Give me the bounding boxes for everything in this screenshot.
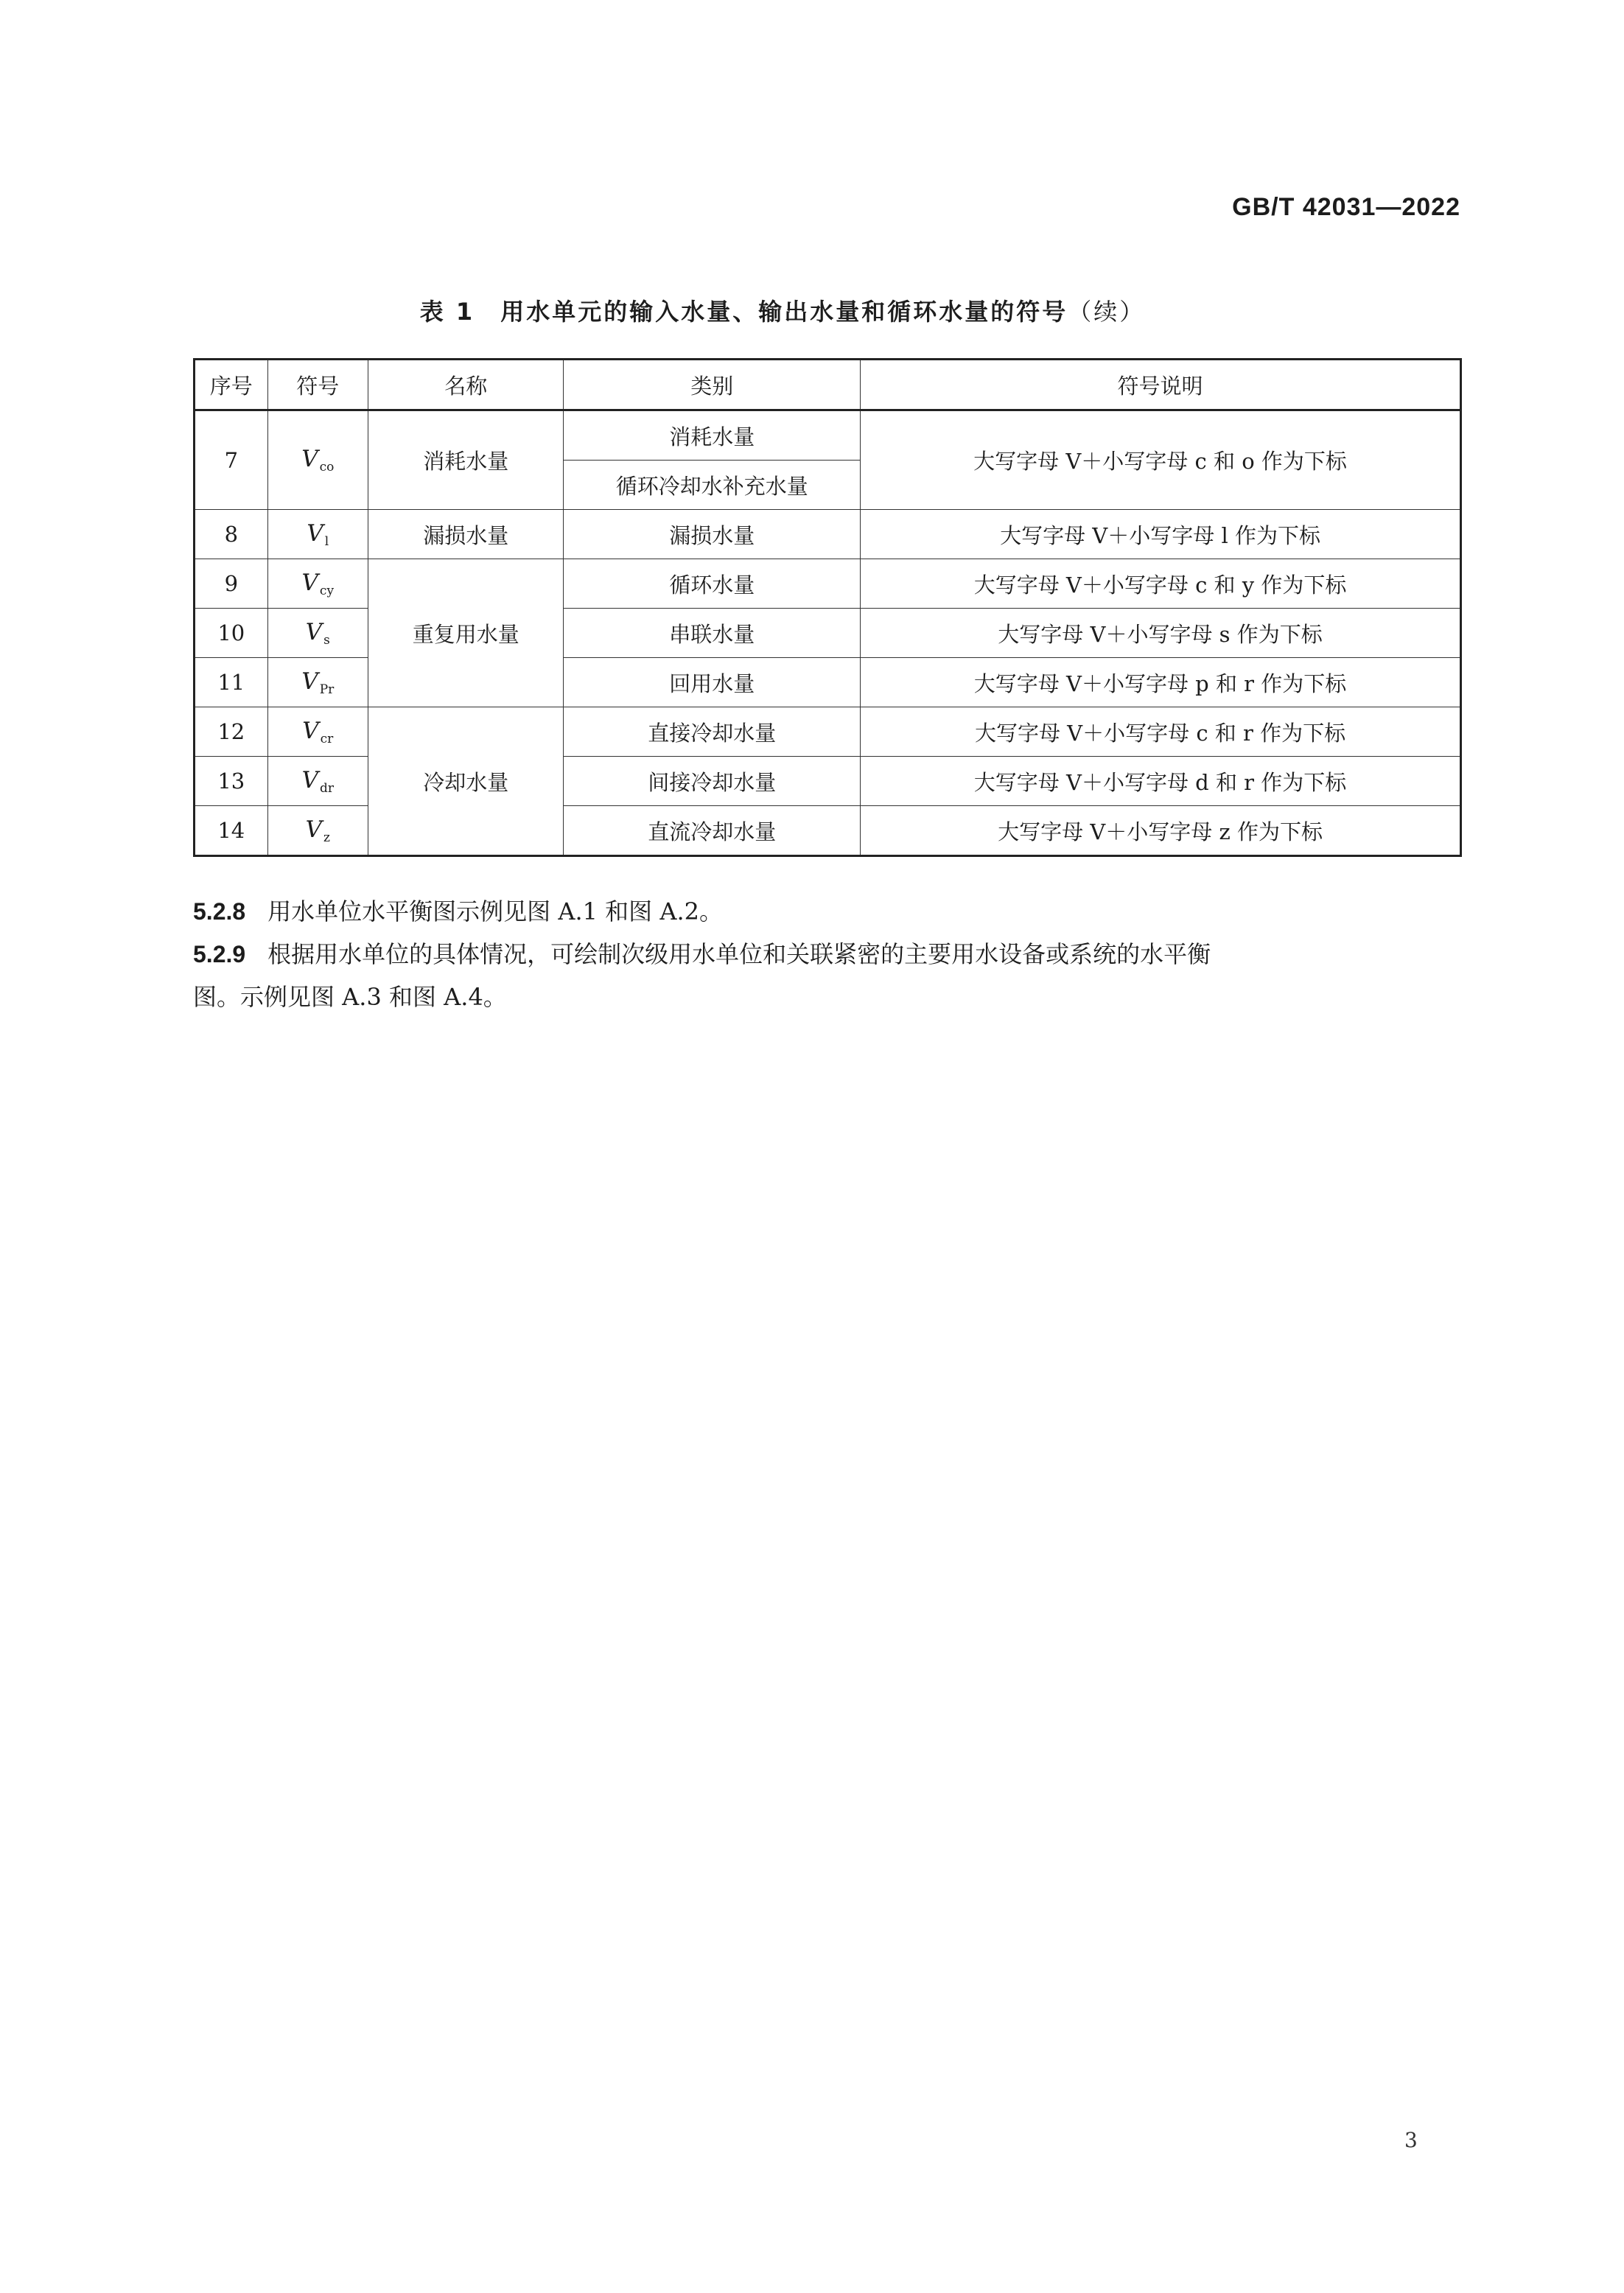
header-category: 类别: [564, 360, 861, 410]
clause-text: 根据用水单位的具体情况，可绘制次级用水单位和关联紧密的主要用水设备或系统的水平衡: [267, 940, 1211, 968]
symbol-letter: V: [301, 766, 318, 794]
symbol-subscript: dr: [319, 780, 334, 796]
cell-symbol: [267, 410, 368, 510]
cell-symbol: [267, 559, 368, 609]
cell-category: 间接冷却水量: [564, 757, 861, 806]
symbol-subscript: cr: [320, 731, 334, 746]
cell-seq: 11: [195, 658, 268, 707]
symbol-letter: V: [302, 717, 319, 744]
cell-name: 漏损水量: [368, 510, 564, 559]
cell-seq: 14: [195, 806, 268, 856]
symbol-letter: V: [307, 519, 323, 547]
cell-name: 消耗水量: [368, 410, 564, 510]
table-row: [195, 410, 1461, 461]
standard-code: GB/T 42031—2022: [1232, 193, 1460, 221]
clause-text-continued: 图。示例见图 A.3 和图 A.4。: [193, 983, 507, 1011]
clause-text: 用水单位水平衡图示例见图 A.1 和图 A.2。: [267, 897, 723, 925]
symbol-table: [193, 358, 1462, 857]
paragraph-5-2-8: [193, 890, 1462, 933]
cell-symbol: [267, 510, 368, 559]
cell-seq: 7: [195, 410, 268, 510]
table-caption: [0, 293, 1565, 327]
symbol-letter: V: [305, 816, 322, 843]
symbol-letter: V: [301, 668, 318, 695]
symbol-subscript: Pr: [319, 682, 335, 697]
symbol-letter: V: [305, 618, 323, 645]
cell-description: 大写字母 V＋小写字母 c 和 o 作为下标: [861, 410, 1461, 510]
cell-category: 消耗水量: [564, 410, 861, 461]
table-caption-title: 表 1 用水单元的输入水量、输出水量和循环水量的符号: [419, 298, 1068, 326]
table-caption-continued: （续）: [1068, 298, 1146, 326]
header-seq: 序号: [195, 360, 268, 410]
symbol-subscript: s: [323, 632, 330, 648]
cell-seq: 10: [195, 609, 268, 658]
cell-symbol: [267, 707, 368, 757]
cell-category: 串联水量: [564, 609, 861, 658]
cell-category: 直接冷却水量: [564, 707, 861, 757]
cell-description: 大写字母 V＋小写字母 c 和 r 作为下标: [861, 707, 1461, 757]
cell-name: 重复用水量: [368, 559, 564, 707]
symbol-subscript: l: [324, 533, 329, 549]
cell-description: 大写字母 V＋小写字母 s 作为下标: [861, 609, 1461, 658]
table-row: [195, 559, 1461, 609]
cell-seq: 12: [195, 707, 268, 757]
cell-category: 回用水量: [564, 658, 861, 707]
symbol-letter: V: [301, 446, 318, 472]
cell-seq: 8: [195, 510, 268, 559]
cell-name: 冷却水量: [368, 707, 564, 856]
cell-seq: 9: [195, 559, 268, 609]
cell-symbol: [267, 806, 368, 856]
cell-category: 循环冷却水补充水量: [564, 461, 861, 510]
cell-description: 大写字母 V＋小写字母 l 作为下标: [861, 510, 1461, 559]
header-name: 名称: [368, 360, 564, 410]
symbol-subscript: z: [323, 830, 330, 845]
table-row: [195, 510, 1461, 559]
cell-description: 大写字母 V＋小写字母 p 和 r 作为下标: [861, 658, 1461, 707]
symbol-subscript: co: [319, 460, 335, 475]
page-number: 3: [1404, 2128, 1418, 2152]
cell-category: 循环水量: [564, 559, 861, 609]
symbol-letter: V: [301, 569, 318, 596]
cell-symbol: [267, 658, 368, 707]
clause-number: 5.2.9: [193, 941, 246, 967]
table-header-row: [195, 360, 1461, 410]
cell-seq: 13: [195, 757, 268, 806]
header-description: 符号说明: [861, 360, 1461, 410]
cell-description: 大写字母 V＋小写字母 z 作为下标: [861, 806, 1461, 856]
paragraph-5-2-9: [193, 933, 1462, 1018]
table-row: [195, 707, 1461, 757]
cell-symbol: [267, 757, 368, 806]
symbol-subscript: cy: [319, 583, 335, 598]
cell-category: 直流冷却水量: [564, 806, 861, 856]
cell-category: 漏损水量: [564, 510, 861, 559]
cell-description: 大写字母 V＋小写字母 c 和 y 作为下标: [861, 559, 1461, 609]
header-symbol: 符号: [267, 360, 368, 410]
clause-number: 5.2.8: [193, 898, 246, 925]
cell-symbol: [267, 609, 368, 658]
cell-description: 大写字母 V＋小写字母 d 和 r 作为下标: [861, 757, 1461, 806]
